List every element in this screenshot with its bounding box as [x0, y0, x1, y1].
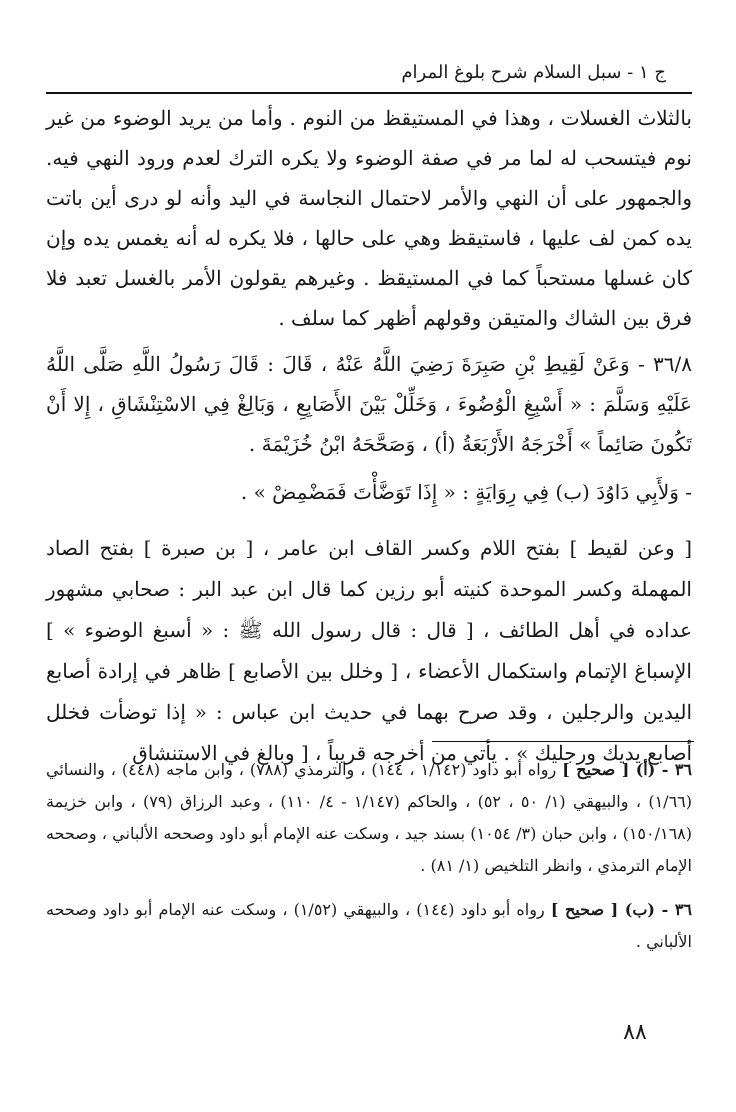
header-title: ج ١ - سبل السلام شرح بلوغ المرام — [401, 62, 666, 83]
commentary-paragraph: [ وعن لقيط ] بفتح اللام وكسر القاف ابن عامر ، [ بن صبرة ] بفتح الصاد المهملة وكسر الموحدة كنيته أبو رزين كما قال ابن عبد البر : صحابي مشهور عداده في أهل الطائف ، [ قال : قال رسول الله ﷺ : « أسبغ الوضوء » ] الإسباغ الإتمام واستكمال الأعضاء ، [ وخلل بين الأصابع ] ظاهر في إرادة أصابع اليدين والرجلين ، وقد صرح بهما في حديث ابن عباس : « إذا توضأت فخلل أصابع يديك ورجليك » . يأتي من أخرجه قريباً ، [ وبالغ في الاستنشاق — [46, 536, 693, 765]
footnote-a — [46, 754, 692, 882]
footnote-rule — [432, 741, 694, 742]
hadith-variant: - وَلأَبِي دَاوُدَ (ب) فِي رِوَايَةٍ : « إِذَا تَوَضَّأْتَ فَمَضْمِضْ » . — [240, 480, 692, 504]
footnote-label: ٣٦ - (أ) [ صحيح ] — [562, 760, 693, 779]
header-rule — [46, 92, 692, 94]
hadith-text: وَعَنْ لَقِيطِ بْنِ صَبِرَةَ رَضِيَ اللَّهُ عَنْهُ ، قَالَ : قَالَ رَسُولُ اللَّهِ صَلَّى اللَّهُ عَلَيْهِ وَسَلَّمَ : « أَسْبِغِ الْوُضُوءَ ، وَخَلِّلْ بَيْنَ الأَصَابِعِ ، وَبَالِغْ فِي الاسْتِنْشَاقِ ، إِلا أَنْ تَكُونَ صَائِماً » أَخْرَجَهُ الأَرْبَعَةُ (أ) ، وَصَحَّحَهُ ابْنُ خُزَيْمَةَ . — [46, 352, 692, 456]
footnote-label: ٣٦ - (ب) [ صحيح ] — [550, 900, 693, 919]
footnote-text: رواه أبو داود (١٤٤) ، والبيهقي (١/٥٢) ، وسكت عنه الإمام أبو داود وصححه الألباني . — [46, 900, 692, 951]
intro-paragraph: بالثلاث الغسلات ، وهذا في المستيقظ من النوم . وأما من يريد الوضوء من غير نوم فيتسحب له لما مر في صفة الوضوء ولا يكره الترك لعدم ورود النهي فيه. والجمهور على أن النهي والأمر لاحتمال النجاسة في اليد وأنه لو درى أين باتت يده كمن لف عليها ، فاستيقظ وهي على حالها ، فلا يكره له أنه يغمس يده وإن كان غسلها مستحباً كما في المستيقظ . وغيرهم يقولون الأمر بالغسل تعبد فلا فرق بين الشاك والمتيقن وقولهم أظهر كما سلف . — [46, 106, 692, 330]
footnote-text: رواه أبو داود (١/١٤٢ ، ١٤٤) ، والترمذي (٧٨٨) ، وابن ماجه (٤٤٨) ، والنسائي (١/٦٦) ، والبيهقي (١/ ٥٠ ، ٥٢) ، والحاكم (١/١٤٧ - ٤/ ١١٠) ، وعبد الرزاق (٧٩) ، وابن خزيمة (١٥٠/١٦٨) ، وابن حبان (٣/ ١٠٥٤) بسند جيد ، وسكت عنه الإمام أبو داود وصححه الألباني ، وصححه الإمام الترمذي ، وانظر التلخيص (١/ ٨١) . — [46, 760, 693, 875]
footnotes — [46, 754, 692, 958]
footnote-b — [46, 894, 692, 958]
main-text — [46, 98, 692, 774]
page-number: ٨٨ — [623, 1020, 647, 1045]
hadith-number: ٣٦/٨ - — [637, 352, 692, 376]
running-header — [48, 58, 666, 88]
hadith-block — [46, 344, 692, 464]
